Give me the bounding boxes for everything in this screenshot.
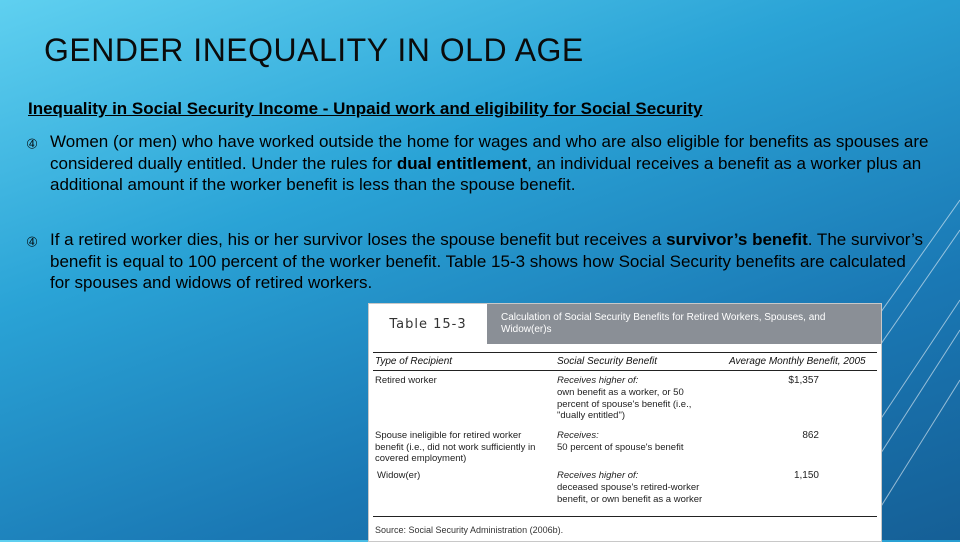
- table-header: [369, 304, 881, 344]
- bullet-text-post: , an individual receives a benefit as a worker plus an additional amount if the worker benefit is less than the spouse benefit.: [50, 153, 922, 194]
- bullet-text-post: . The survivor’s benefit is equal to 100 percent of the worker benefit. Table 15-3 shows how Social Security benefits are calculated for spouses and widows of retired workers.: [50, 230, 924, 292]
- bullet-term: dual entitlement: [396, 153, 528, 173]
- table-cell-benefit-head: Receives higher of:: [557, 375, 639, 386]
- table-cell-amount: 862: [802, 430, 819, 441]
- table-source: Source: Social Security Administration (2006b).: [375, 525, 564, 535]
- arrow-circle-icon: ➃: [27, 137, 38, 151]
- column-header: Average Monthly Benefit, 2005: [729, 356, 866, 367]
- table-cell-benefit-body: deceased spouse's retired-worker benefit, or own benefit as a worker: [557, 482, 703, 505]
- table-cell-benefit-body: 50 percent of spouse's benefit: [557, 442, 684, 453]
- table-cell-benefit-body: own benefit as a worker, or 50 percent of spouse's benefit (i.e., "dually entitled"): [557, 387, 692, 421]
- table-label: Table 15-3: [389, 316, 467, 332]
- arrow-circle-icon: ➃: [27, 235, 38, 249]
- divider: [373, 516, 877, 517]
- table-cell-amount: 1,150: [793, 470, 819, 481]
- slide-subtitle: Inequality in Social Security Income - Unpaid work and eligibility for Social Security: [28, 99, 703, 118]
- table-cell-amount: $1,357: [788, 375, 819, 386]
- bullet-term: survivor’s benefit: [666, 230, 808, 249]
- table-cell-recipient: Widow(er): [377, 470, 421, 481]
- table-cell-recipient: Retired worker: [375, 375, 437, 386]
- bullet-item: [27, 131, 930, 196]
- divider: [373, 370, 877, 371]
- table-cell-benefit-head: Receives:: [557, 430, 599, 441]
- divider: [373, 352, 877, 353]
- bullet-text-pre: Women (or men) who have worked outside the home for wages and who are also eligible for benefits as spouses are considered dually entitled. Under the rules for: [50, 132, 929, 173]
- bullet-item: [27, 229, 930, 294]
- column-header: Type of Recipient: [375, 356, 453, 367]
- table-cell-recipient: Spouse ineligible for retired worker benefit (i.e., did not work sufficiently in covered employment): [375, 430, 536, 464]
- slide-title: GENDER INEQUALITY IN OLD AGE: [44, 32, 584, 68]
- bullet-text-pre: If a retired worker dies, his or her survivor loses the spouse benefit but receives a: [50, 230, 667, 249]
- column-header: Social Security Benefit: [557, 356, 658, 367]
- table-caption: Calculation of Social Security Benefits for Retired Workers, Spouses, and Widow(er)s: [487, 304, 881, 344]
- table-cell-benefit-head: Receives higher of:: [557, 470, 639, 481]
- benefits-table-image: [368, 303, 882, 542]
